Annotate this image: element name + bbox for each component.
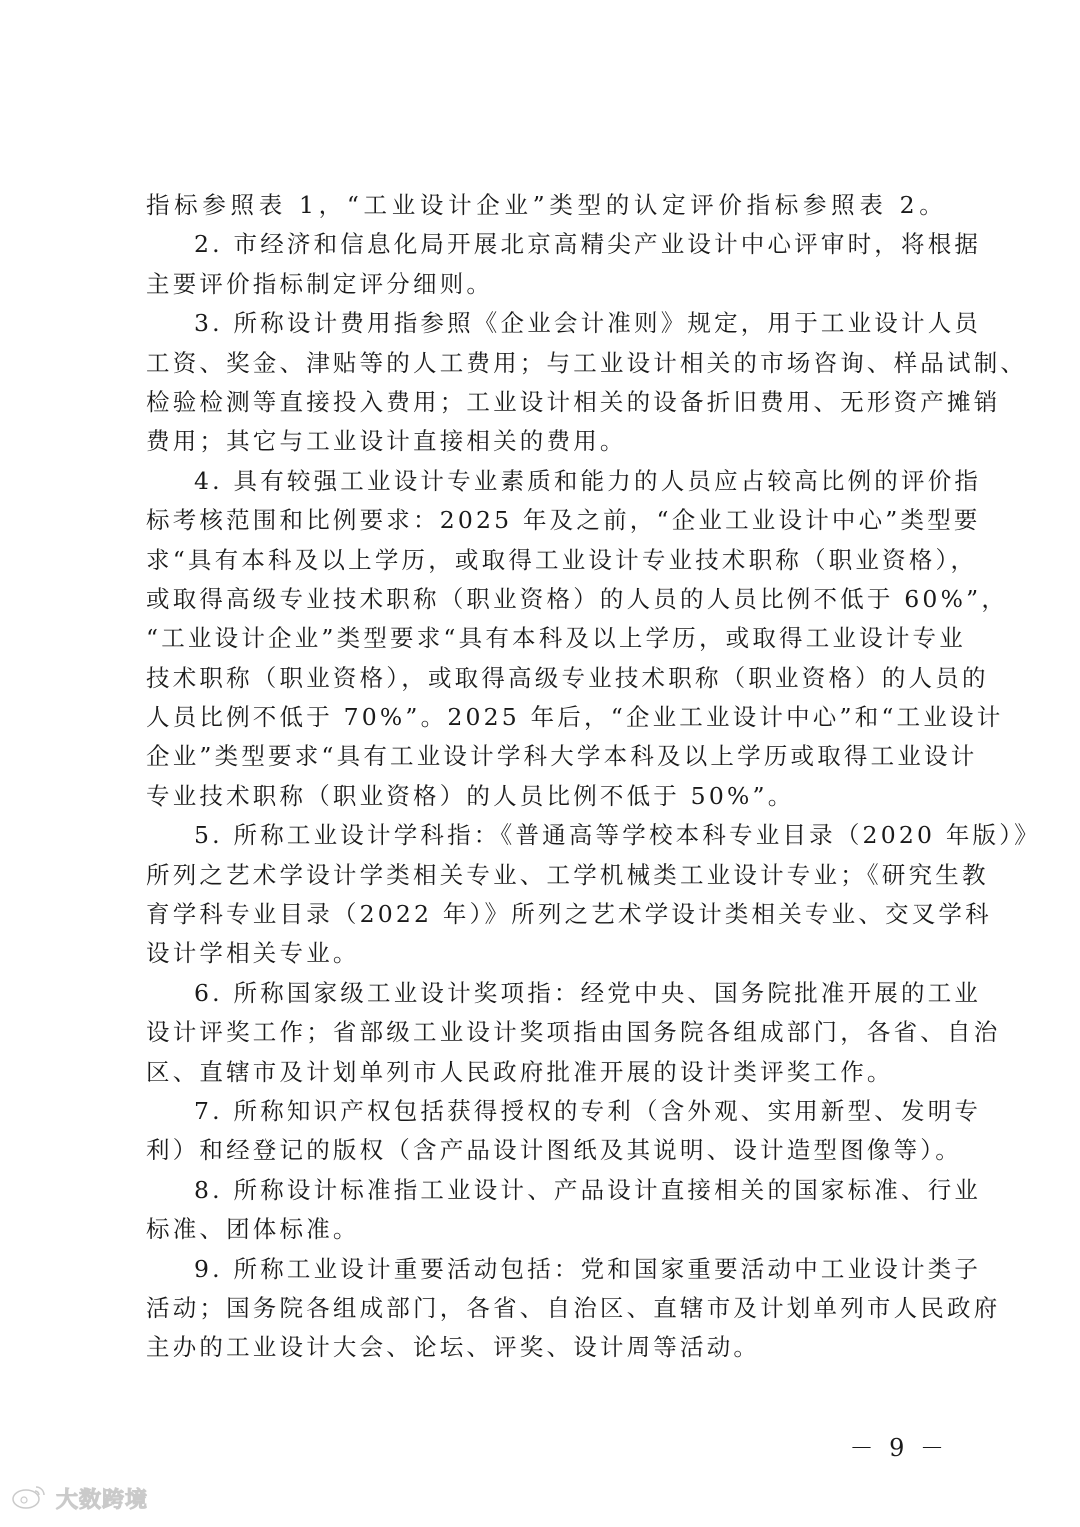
text-line: 主办的工业设计大会、论坛、评奖、设计周等活动。 — [146, 1333, 761, 1362]
text-line: 6. 所称国家级工业设计奖项指：经党中央、国务院批准开展的工业 — [194, 978, 982, 1007]
text-line: 费用；其它与工业设计直接相关的费用。 — [146, 427, 627, 456]
text-line: 7. 所称知识产权包括获得授权的专利（含外观、实用新型、发明专 — [194, 1096, 982, 1125]
document-body — [146, 186, 1041, 1368]
text-line: 主要评价指标制定评分细则。 — [146, 269, 494, 298]
text-line: 育学科专业目录（2022 年）》所列之艺术学设计类相关专业、交叉学科 — [146, 900, 992, 929]
watermark — [10, 1480, 148, 1516]
watermark-text: 大数跨境 — [56, 1487, 149, 1513]
text-line: 9. 所称工业设计重要活动包括：党和国家重要活动中工业设计类子 — [194, 1254, 982, 1283]
text-line: 人员比例不低于 70%”。2025 年后，“企业工业设计中心”和“工业设计 — [146, 703, 1004, 732]
text-line: 或取得高级专业技术职称（职业资格）的人员的人员比例不低于 60%”， — [146, 584, 1009, 613]
text-line: 5. 所称工业设计学科指：《普通高等学校本科专业目录（2020 年版）》 — [194, 821, 1041, 850]
text-line: 指标参照表 1，“工业设计企业”类型的认定评价指标参照表 2。 — [146, 191, 946, 219]
text-line: 活动；国务院各组成部门，各省、自治区、直辖市及计划单列市人民政府 — [146, 1293, 1001, 1322]
text-line: 工资、奖金、津贴等的人工费用；与工业设计相关的市场咨询、样品试制、 — [146, 348, 1028, 377]
text-line: 标准、团体标准。 — [146, 1215, 360, 1244]
text-line: 4. 具有较强工业设计专业素质和能力的人员应占较高比例的评价指 — [194, 466, 982, 495]
weibo-logo-icon — [10, 1481, 50, 1515]
text-line: 标考核范围和比例要求：2025 年及之前，“企业工业设计中心”类型要 — [146, 506, 981, 535]
text-line: 企业”类型要求“具有工业设计学科大学本科及以上学历或取得工业设计 — [146, 742, 978, 771]
text-line: 区、直辖市及计划单列市人民政府批准开展的设计类评奖工作。 — [146, 1057, 894, 1086]
text-line: 所列之艺术学设计学类相关专业、工学机械类工业设计专业；《研究生教 — [146, 860, 989, 889]
text-line: 技术职称（职业资格），或取得高级专业技术职称（职业资格）的人员的 — [146, 663, 989, 692]
text-line: “工业设计企业”类型要求“具有本科及以上学历，或取得工业设计专业 — [146, 624, 966, 653]
text-line: 2. 市经济和信息化局开展北京高精尖产业设计中心评审时，将根据 — [194, 230, 982, 259]
text-line: 专业技术职称（职业资格）的人员比例不低于 50%”。 — [146, 781, 795, 810]
page-number: － 9 － — [849, 1434, 948, 1462]
text-line: 利）和经登记的版权（含产品设计图纸及其说明、设计造型图像等）。 — [146, 1136, 962, 1165]
text-line: 检验检测等直接投入费用；工业设计相关的设备折旧费用、无形资产摊销 — [146, 387, 1001, 416]
text-line: 3. 所称设计费用指参照《企业会计准则》规定，用于工业设计人员 — [194, 309, 982, 338]
text-line: 设计学相关专业。 — [146, 939, 360, 968]
text-line: 设计评奖工作；省部级工业设计奖项指由国务院各组成部门，各省、自治 — [146, 1018, 1001, 1047]
text-line: 8. 所称设计标准指工业设计、产品设计直接相关的国家标准、行业 — [194, 1175, 982, 1204]
text-line: 求“具有本科及以上学历，或取得工业设计专业技术职称（职业资格）， — [146, 545, 978, 574]
